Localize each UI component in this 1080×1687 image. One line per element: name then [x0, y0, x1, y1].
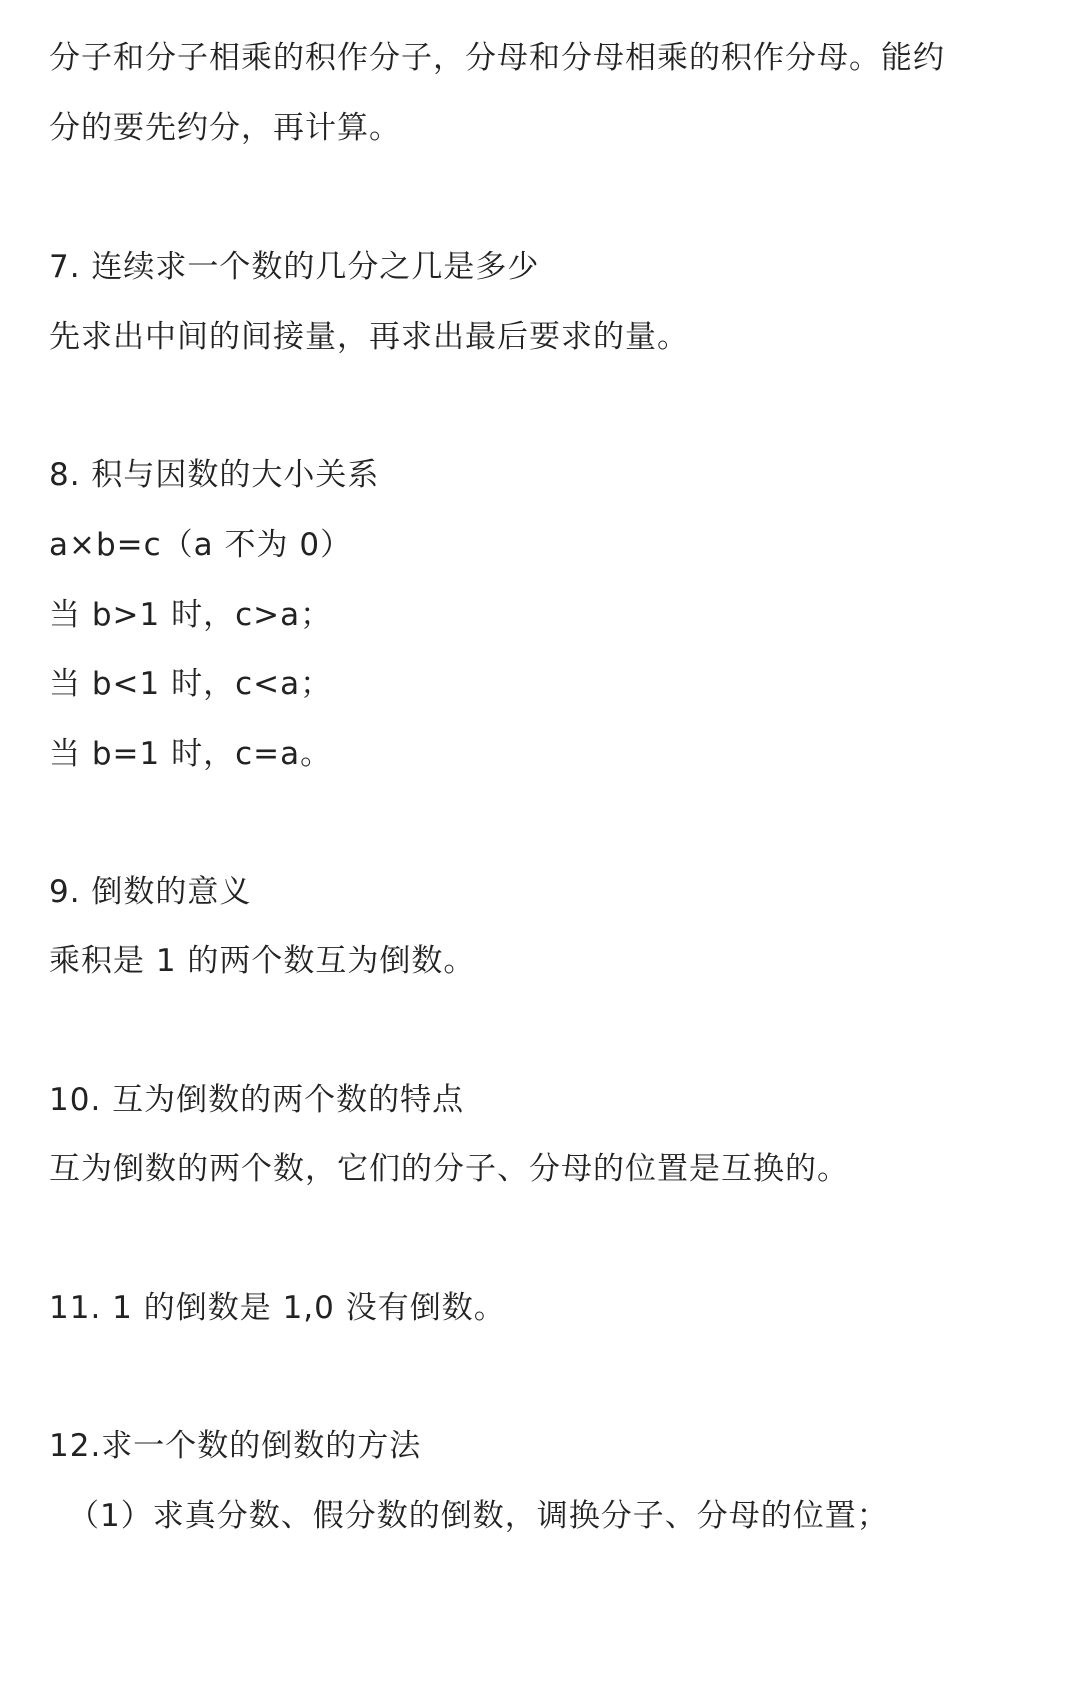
formula-line: 当 b=1 时，c=a。 [49, 736, 333, 772]
section-heading-8: 8. 积与因数的大小关系 [49, 457, 380, 493]
paragraph-line: 分子和分子相乘的积作分子，分母和分母相乘的积作分母。能约 [49, 40, 945, 76]
formula-line: 当 b<1 时，c<a； [49, 666, 333, 702]
section-heading-9: 9. 倒数的意义 [49, 874, 252, 910]
paragraph-line: 互为倒数的两个数，它们的分子、分母的位置是互换的。 [49, 1151, 849, 1187]
section-heading-11: 11. 1 的倒数是 1,0 没有倒数。 [49, 1290, 506, 1326]
paragraph-line: 乘积是 1 的两个数互为倒数。 [49, 943, 476, 979]
paragraph-line: 分的要先约分，再计算。 [49, 110, 401, 146]
section-heading-10: 10. 互为倒数的两个数的特点 [49, 1082, 465, 1118]
formula-line: a×b=c（a 不为 0） [49, 527, 353, 563]
list-item: （1）求真分数、假分数的倒数，调换分子、分母的位置； [68, 1498, 889, 1534]
formula-line: 当 b>1 时，c>a； [49, 597, 333, 633]
section-heading-7: 7. 连续求一个数的几分之几是多少 [49, 249, 540, 285]
paragraph-line: 先求出中间的间接量，再求出最后要求的量。 [49, 319, 689, 355]
section-heading-12: 12.求一个数的倒数的方法 [49, 1428, 422, 1464]
